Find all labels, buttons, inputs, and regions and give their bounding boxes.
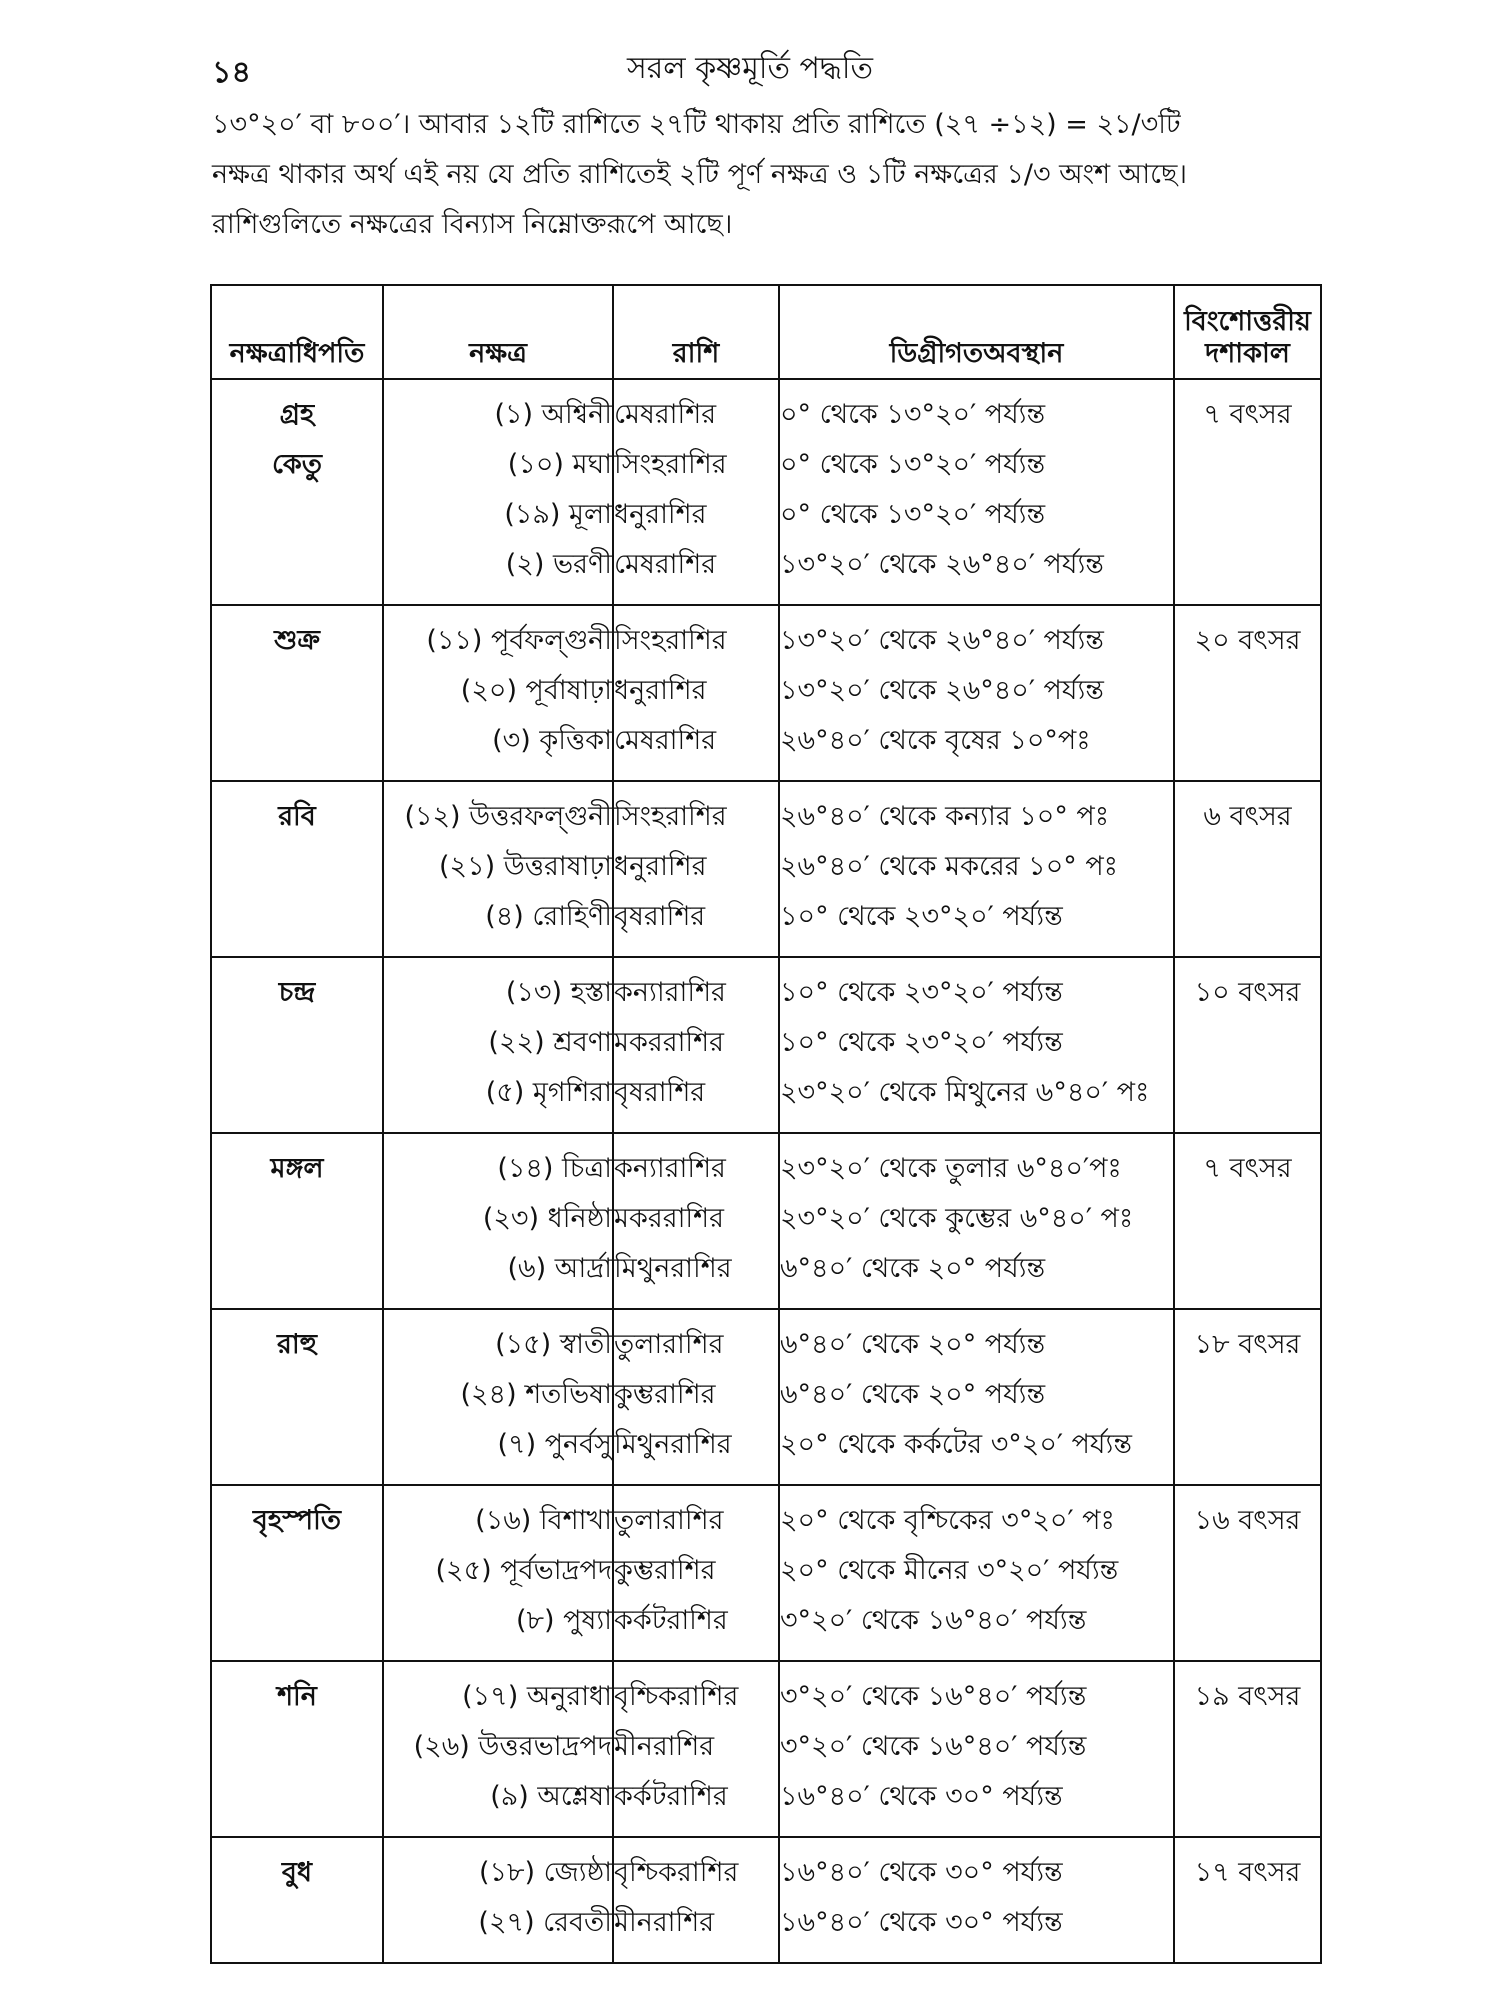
nakshatra-name: (১৩) হস্তা	[505, 977, 612, 1008]
rashi-name: মীনরাশির	[614, 1907, 715, 1938]
lord-cell	[211, 1133, 383, 1309]
rashi-name: মিথুনরাশির	[614, 1429, 732, 1460]
nakshatra-name: (৭) পুনর্বসু	[497, 1429, 612, 1460]
rashi-name: ধনুরাশির	[614, 851, 707, 882]
rashi-name: মেষরাশির	[614, 725, 717, 756]
intro-line: রাশিগুলিতে নক্ষত্রের বিন্যাস নিম্নোক্তরূপে আছে।	[212, 209, 733, 240]
dasha-cell	[1174, 957, 1321, 1133]
degree-range: ২৩°২০′ থেকে মিথুনের ৬°৪০′ পঃ	[780, 1077, 1150, 1108]
table-row	[211, 957, 1321, 1133]
rashi-name: বৃশ্চিকরাশির	[614, 1857, 739, 1888]
dasha-cell	[1174, 1133, 1321, 1309]
rashi-name: বৃষরাশির	[614, 901, 706, 932]
lord-cell	[211, 957, 383, 1133]
rashi-name: কুম্ভরাশির	[614, 1555, 716, 1586]
dasha-cell	[1174, 605, 1321, 781]
nakshatra-name: (৩) কৃত্তিকা	[492, 725, 612, 756]
degree-range: ২৬°৪০′ থেকে মকরের ১০° পঃ	[780, 851, 1119, 882]
lord-cell	[211, 379, 383, 605]
degree-cell	[779, 781, 1174, 957]
degree-range: ১০° থেকে ২৩°২০′ পর্য্যন্ত	[780, 977, 1063, 1008]
dasha-cell	[1174, 1661, 1321, 1837]
rashi-name: কর্কটরাশির	[614, 1605, 728, 1636]
table-body	[211, 379, 1321, 1963]
lord-cell	[211, 781, 383, 957]
degree-range: ১৩°২০′ থেকে ২৬°৪০′ পর্য্যন্ত	[780, 549, 1104, 580]
degree-range: ০° থেকে ১৩°২০′ পর্য্যন্ত	[780, 399, 1046, 430]
lord-name: কেতু	[271, 449, 323, 480]
nakshatra-name: (১৬) বিশাখা	[475, 1505, 612, 1536]
nakshatra-name: (১৫) স্বাতী	[495, 1329, 612, 1360]
rashi-name: কন্যারাশির	[614, 977, 726, 1008]
rashi-name: বৃষরাশির	[614, 1077, 706, 1108]
header-nakshatra: নক্ষত্র	[383, 285, 613, 379]
dasha-period: ১৯ বৎসর	[1194, 1681, 1301, 1712]
rashi-cell	[613, 957, 779, 1133]
degree-range: ৬°৪০′ থেকে ২০° পর্য্যন্ত	[780, 1329, 1046, 1360]
dasha-period: ৬ বৎসর	[1203, 801, 1292, 832]
rashi-name: কর্কটরাশির	[614, 1781, 728, 1812]
lord-name: শুক্র	[274, 625, 320, 656]
table-row	[211, 781, 1321, 957]
lord-cell	[211, 1661, 383, 1837]
dasha-period: ১০ বৎসর	[1194, 977, 1301, 1008]
rashi-cell	[613, 1133, 779, 1309]
running-head: সরল কৃষ্ণমূর্তি পদ্ধতি	[626, 51, 873, 86]
degree-range: ২৩°২০′ থেকে কুম্ভের ৬°৪০′ পঃ	[780, 1203, 1134, 1234]
nakshatra-name: (৪) রোহিণী	[485, 901, 612, 932]
degree-range: ১০° থেকে ২৩°২০′ পর্য্যন্ত	[780, 1027, 1063, 1058]
nakshatra-cell	[383, 605, 613, 781]
page-number: ১৪	[212, 55, 251, 90]
degree-range: ১৬°৪০′ থেকে ৩০° পর্য্যন্ত	[780, 1857, 1063, 1888]
nakshatra-name: (২) ভরণী	[505, 549, 612, 580]
degree-range: ১৬°৪০′ থেকে ৩০° পর্য্যন্ত	[780, 1781, 1063, 1812]
degree-range: ১৬°৪০′ থেকে ৩০° পর্য্যন্ত	[780, 1907, 1063, 1938]
rashi-name: বৃশ্চিকরাশির	[614, 1681, 739, 1712]
nakshatra-name: (১) অশ্বিনী	[494, 399, 612, 430]
nakshatra-name: (২৩) ধনিষ্ঠা	[482, 1203, 612, 1234]
degree-range: ৬°৪০′ থেকে ২০° পর্য্যন্ত	[780, 1379, 1046, 1410]
dasha-cell	[1174, 1309, 1321, 1485]
nakshatra-cell	[383, 781, 613, 957]
nakshatra-cell	[383, 957, 613, 1133]
degree-range: ২৬°৪০′ থেকে বৃষের ১০°পঃ	[780, 725, 1091, 756]
degree-range: ৩°২০′ থেকে ১৬°৪০′ পর্য্যন্ত	[780, 1681, 1087, 1712]
degree-range: ১৩°২০′ থেকে ২৬°৪০′ পর্য্যন্ত	[780, 625, 1104, 656]
rashi-cell	[613, 1661, 779, 1837]
rashi-name: ধনুরাশির	[614, 499, 707, 530]
rashi-cell	[613, 605, 779, 781]
degree-range: ২০° থেকে কর্কটের ৩°২০′ পর্য্যন্ত	[780, 1429, 1132, 1460]
rashi-cell	[613, 781, 779, 957]
dasha-period: ৭ বৎসর	[1203, 399, 1292, 430]
nakshatra-cell	[383, 379, 613, 605]
degree-range: ৬°৪০′ থেকে ২০° পর্য্যন্ত	[780, 1253, 1046, 1284]
lord-name: রাহু	[277, 1329, 317, 1360]
rashi-name: মেষরাশির	[614, 549, 717, 580]
lord-name: চন্দ্র	[278, 977, 316, 1008]
lord-cell	[211, 1309, 383, 1485]
header-dasha-line2: দশাকাল	[1205, 338, 1290, 369]
nakshatra-name: (২৭) রেবতী	[478, 1907, 612, 1938]
dasha-cell	[1174, 1837, 1321, 1963]
nakshatra-table	[210, 284, 1322, 1964]
nakshatra-name: (২৬) উত্তরভাদ্রপদ	[413, 1731, 612, 1762]
rashi-name: সিংহরাশির	[614, 801, 727, 832]
nakshatra-cell	[383, 1661, 613, 1837]
nakshatra-cell	[383, 1133, 613, 1309]
rashi-cell	[613, 1309, 779, 1485]
dasha-cell	[1174, 1485, 1321, 1661]
header-dasha	[1174, 285, 1321, 379]
rashi-name: ধনুরাশির	[614, 675, 707, 706]
rashi-cell	[613, 1485, 779, 1661]
dasha-period: ১৬ বৎসর	[1194, 1505, 1301, 1536]
rashi-name: মেষরাশির	[614, 399, 717, 430]
rashi-cell	[613, 379, 779, 605]
degree-cell	[779, 1485, 1174, 1661]
intro-line: নক্ষত্র থাকার অর্থ এই নয় যে প্রতি রাশিতেই ২টি পূর্ণ নক্ষত্র ও ১টি নক্ষত্রের ১/৩ অংশ আছে।	[212, 159, 1188, 190]
nakshatra-cell	[383, 1485, 613, 1661]
table-row	[211, 605, 1321, 781]
intro-paragraph	[212, 100, 1322, 250]
header-rashi: রাশি	[613, 285, 779, 379]
degree-cell	[779, 1133, 1174, 1309]
nakshatra-name: (২৪) শতভিষা	[460, 1379, 612, 1410]
degree-range: ১০° থেকে ২৩°২০′ পর্য্যন্ত	[780, 901, 1063, 932]
lord-name: গ্রহ	[279, 399, 315, 430]
rashi-cell	[613, 1837, 779, 1963]
rashi-name: কুম্ভরাশির	[614, 1379, 716, 1410]
degree-range: ৩°২০′ থেকে ১৬°৪০′ পর্য্যন্ত	[780, 1731, 1087, 1762]
nakshatra-name: (১৯) মূলা	[504, 499, 612, 530]
table-header-row	[211, 285, 1321, 379]
rashi-name: কন্যারাশির	[614, 1153, 726, 1184]
table-row	[211, 1837, 1321, 1963]
rashi-name: সিংহরাশির	[614, 625, 727, 656]
degree-range: ৩°২০′ থেকে ১৬°৪০′ পর্য্যন্ত	[780, 1605, 1087, 1636]
dasha-cell	[1174, 781, 1321, 957]
nakshatra-name: (২২) শ্রবণা	[488, 1027, 612, 1058]
table-row	[211, 1133, 1321, 1309]
nakshatra-name: (১৭) অনুরাধা	[462, 1681, 612, 1712]
degree-cell	[779, 957, 1174, 1133]
intro-line: ১৩°২০′ বা ৮০০′। আবার ১২টি রাশিতে ২৭টি থাকায় প্রতি রাশিতে (২৭ ÷১২) = ২১/৩টি	[212, 109, 1181, 140]
lord-name: মঙ্গল	[270, 1153, 324, 1184]
table-row	[211, 1661, 1321, 1837]
degree-range: ২৬°৪০′ থেকে কন্যার ১০° পঃ	[780, 801, 1110, 832]
dasha-cell	[1174, 379, 1321, 605]
dasha-period: ৭ বৎসর	[1203, 1153, 1292, 1184]
table-row	[211, 379, 1321, 605]
degree-range: ০° থেকে ১৩°২০′ পর্য্যন্ত	[780, 499, 1046, 530]
nakshatra-name: (২০) পূর্বাষাঢ়া	[460, 675, 612, 706]
rashi-name: তুলারাশির	[614, 1329, 724, 1360]
degree-range: ১৩°২০′ থেকে ২৬°৪০′ পর্য্যন্ত	[780, 675, 1104, 706]
lord-cell	[211, 1837, 383, 1963]
rashi-name: মীনরাশির	[614, 1731, 715, 1762]
degree-cell	[779, 379, 1174, 605]
lord-cell	[211, 605, 383, 781]
degree-cell	[779, 605, 1174, 781]
header-dasha-line1: বিংশোত্তরীয়	[1184, 306, 1311, 337]
nakshatra-name: (১৮) জ্যেষ্ঠা	[478, 1857, 612, 1888]
degree-range: ০° থেকে ১৩°২০′ পর্য্যন্ত	[780, 449, 1046, 480]
header-degree: ডিগ্রীগতঅবস্থান	[779, 285, 1174, 379]
nakshatra-name: (৮) পুষ্যা	[515, 1605, 612, 1636]
rashi-name: মিথুনরাশির	[614, 1253, 732, 1284]
nakshatra-name: (৬) আর্দ্রা	[507, 1253, 612, 1284]
header-lord: নক্ষত্রাধিপতি	[211, 285, 383, 379]
table-row	[211, 1485, 1321, 1661]
dasha-period: ১৮ বৎসর	[1194, 1329, 1301, 1360]
lord-cell	[211, 1485, 383, 1661]
nakshatra-name: (১০) মঘা	[507, 449, 612, 480]
nakshatra-cell	[383, 1309, 613, 1485]
rashi-name: মকররাশির	[614, 1203, 724, 1234]
degree-cell	[779, 1837, 1174, 1963]
lord-name: বুধ	[281, 1857, 313, 1888]
table-row	[211, 1309, 1321, 1485]
rashi-name: তুলারাশির	[614, 1505, 724, 1536]
nakshatra-cell	[383, 1837, 613, 1963]
degree-cell	[779, 1661, 1174, 1837]
nakshatra-name: (৫) মৃগশিরা	[485, 1077, 612, 1108]
degree-cell	[779, 1309, 1174, 1485]
dasha-period: ২০ বৎসর	[1194, 625, 1301, 656]
rashi-name: মকররাশির	[614, 1027, 724, 1058]
nakshatra-name: (৯) অশ্লেষা	[490, 1781, 612, 1812]
nakshatra-name: (২১) উত্তরাষাঢ়া	[438, 851, 612, 882]
rashi-name: সিংহরাশির	[614, 449, 727, 480]
dasha-period: ১৭ বৎসর	[1194, 1857, 1301, 1888]
nakshatra-name: (১৪) চিত্রা	[497, 1153, 612, 1184]
degree-range: ২০° থেকে মীনের ৩°২০′ পর্য্যন্ত	[780, 1555, 1119, 1586]
lord-name: রবি	[278, 801, 316, 832]
nakshatra-name: (১১) পূর্বফল্গুনী	[426, 625, 612, 656]
lord-name: শনি	[277, 1681, 317, 1712]
lord-name: বৃহস্পতি	[252, 1505, 342, 1536]
nakshatra-name: (১২) উত্তরফল্গুনী	[404, 801, 612, 832]
nakshatra-name: (২৫) পূর্বভাদ্রপদ	[435, 1555, 612, 1586]
degree-range: ২০° থেকে বৃশ্চিকের ৩°২০′ পঃ	[780, 1505, 1115, 1536]
degree-range: ২৩°২০′ থেকে তুলার ৬°৪০′পঃ	[780, 1153, 1122, 1184]
